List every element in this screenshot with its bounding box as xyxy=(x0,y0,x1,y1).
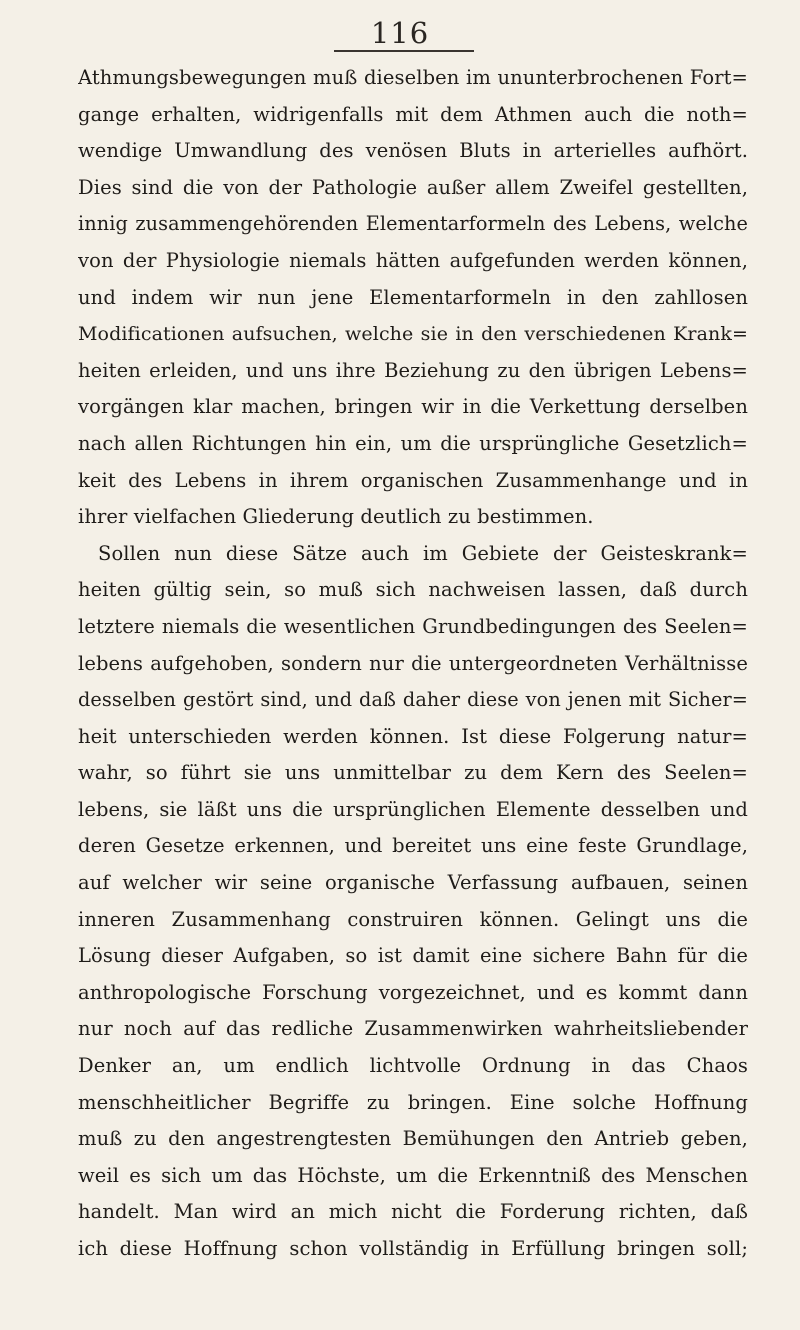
text-line: handelt. Man wird an mich nicht die Forderung richten, daß xyxy=(78,1200,748,1224)
text-line: anthropologische Forschung vorgezeichnet, und es kommt dann xyxy=(78,980,748,1004)
text-line: menschheitlicher Begriffe zu bringen. Eine solche Hoffnung xyxy=(78,1090,748,1114)
text-line: weil es sich um das Höchste, um die Erkenntniß des Menschen xyxy=(78,1163,748,1187)
text-line: lebens aufgehoben, sondern nur die untergeordneten Verhältnisse xyxy=(78,651,748,675)
text-line: und indem wir nun jene Elementarformeln in den zahllosen xyxy=(78,285,748,309)
text-line: Athmungsbewegungen muß dieselben im ununterbrochenen Fort= xyxy=(78,66,748,89)
text-line: gange erhalten, widrigenfalls mit dem Athmen auch die noth= xyxy=(78,102,748,126)
text-line: ich diese Hoffnung schon vollständig in Erfüllung bringen soll; xyxy=(78,1237,748,1260)
text-line: Denker an, um endlich lichtvolle Ordnung in das Chaos xyxy=(78,1054,748,1078)
body-text xyxy=(78,60,748,1268)
text-line: nur noch auf das redliche Zusammenwirken wahrheitsliebender xyxy=(78,1017,748,1041)
text-line: Sollen nun diese Sätze auch im Gebiete der Geisteskrank= xyxy=(98,541,748,565)
text-line: desselben gestört sind, und daß daher diese von jenen mit Sicher= xyxy=(78,688,748,712)
text-line: vorgängen klar machen, bringen wir in die Verkettung derselben xyxy=(78,395,748,419)
page-number: 116 xyxy=(370,16,430,50)
text-line: nach allen Richtungen hin ein, um die ursprüngliche Gesetzlich= xyxy=(78,431,748,455)
text-line: lebens, sie läßt uns die ursprünglichen Elemente desselben und xyxy=(78,797,748,821)
text-line: Modificationen aufsuchen, welche sie in den verschiedenen Krank= xyxy=(78,323,748,346)
text-line: muß zu den angestrengtesten Bemühungen den Antrieb geben, xyxy=(78,1127,748,1151)
text-line: keit des Lebens in ihrem organischen Zusammenhange und in xyxy=(78,468,748,492)
text-line: letztere niemals die wesentlichen Grundbedingungen des Seelen= xyxy=(78,614,748,638)
text-line: wendige Umwandlung des venösen Bluts in arterielles aufhört. xyxy=(78,139,748,163)
text-line: auf welcher wir seine organische Verfassung aufbauen, seinen xyxy=(78,871,748,895)
text-line: Dies sind die von der Pathologie außer allem Zweifel gestellten, xyxy=(78,175,748,199)
text-line: heit unterschieden werden können. Ist diese Folgerung natur= xyxy=(78,724,748,748)
text-line: heiten gültig sein, so muß sich nachweisen lassen, daß durch xyxy=(78,578,748,602)
text-line: deren Gesetze erkennen, und bereitet uns eine feste Grundlage, xyxy=(78,834,748,858)
text-line: wahr, so führt sie uns unmittelbar zu dem Kern des Seelen= xyxy=(78,761,748,785)
text-line: ihrer vielfachen Gliederung deutlich zu bestimmen. xyxy=(78,505,594,529)
text-line: inneren Zusammenhang construiren können. Gelingt uns die xyxy=(78,907,748,931)
header-rule xyxy=(334,50,474,52)
text-line: heiten erleiden, und uns ihre Beziehung zu den übrigen Lebens= xyxy=(78,358,748,382)
text-line: innig zusammengehörenden Elementarformeln des Lebens, welche xyxy=(78,212,748,236)
text-line: Lösung dieser Aufgaben, so ist damit eine sichere Bahn für die xyxy=(78,944,748,968)
text-line: von der Physiologie niemals hätten aufgefunden werden können, xyxy=(78,248,748,272)
